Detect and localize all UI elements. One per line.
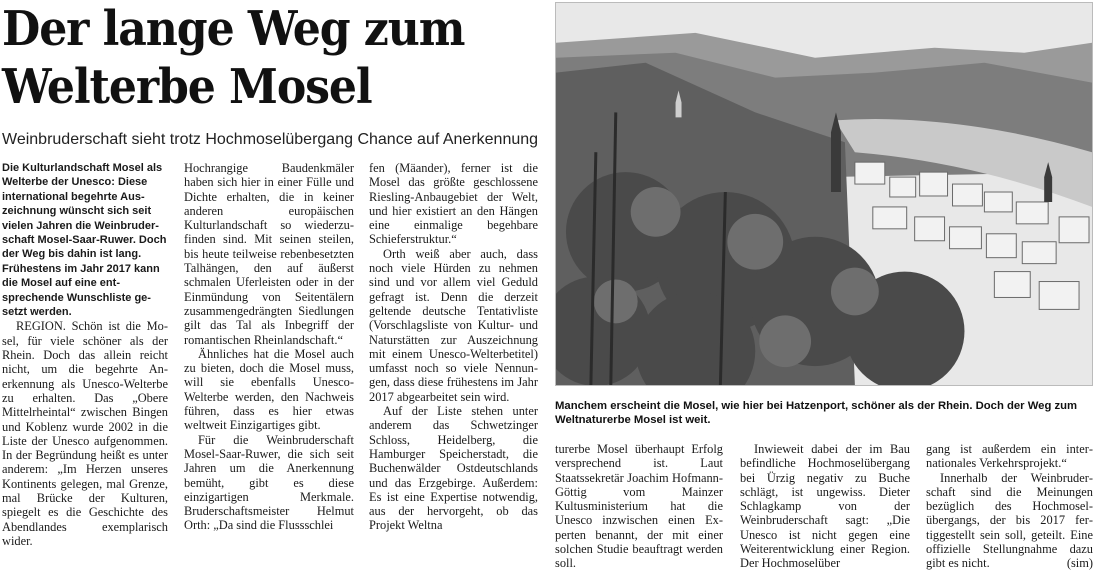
headline-line-2: Welterbe Mosel bbox=[2, 59, 372, 115]
body-paragraph: Für die Weinbruderschaft Mosel-Saar-Ruwer, die sich seit Jahren um die Anerkennung bemüht, gibt es diese einzigartigen Merkmale. Bruderschaftsmeister Helmut Orth: „Da sind die Flussschlei bbox=[184, 432, 354, 533]
body-paragraph: gang ist außerdem ein internationales Verkehrsprojekt.“ bbox=[926, 442, 1093, 471]
body-paragraph: fen (Mäander), ferner ist die Mosel das größte geschlossene Riesling-Anbaugebiet der Welt, und hier existiert an den Hängen eine einmalige begehbare Schieferstruktur.“ bbox=[369, 161, 538, 247]
body-paragraph: Auf der Liste stehen unter anderem das Schwetzinger Schloss, Heidelberg, die Hamburger Speicherstadt, die Buchenwälder Ostdeutschlands und das Erzgebirge. Außerdem: Es ist eine Expertise notwendig, aus der hervorgeht, ob das Projekt Weltna bbox=[369, 404, 538, 533]
body-paragraph bbox=[926, 471, 1093, 571]
column-4 bbox=[555, 442, 723, 571]
body-paragraph: Inwieweit dabei der im Bau befindliche Hochmoselübergang bei Ürzig negativ zu Buche schlägt, ist ungewiss. Dieter Schlagkamp von der Weinbruderschaft sagt: „Die Unesco ist nicht gegen eine Weiterentwicklung einer Region. Der Hochmoselüber bbox=[740, 442, 910, 571]
lead-paragraph: Die Kulturlandschaft Mosel als Welterbe der Unesco: Diese international begehrte Auszeichnung wünscht sich seit vielen Jahren die Weinbruderschaft Mosel-Saar-Ruwer. Doch der Weg bis dahin ist lang. Frühestens im Jahr 2017 kann die Mosel auf eine entsprechende Wunschliste gesetzt werden. bbox=[2, 162, 167, 319]
column-5 bbox=[740, 442, 910, 571]
column-1 bbox=[2, 161, 168, 548]
body-paragraph: Ähnliches hat die Mosel auch zu bieten, doch die Mosel muss, will sie ebenfalls Unesco-Welterbe werden, den Nachweis führen, dass es hier etwas weltweit Einzigartiges gibt. bbox=[184, 346, 354, 433]
body-paragraph: Hochrangige Baudenkmäler haben sich hier in einer Fülle und Dichte erhalten, die in keiner anderen europäischen Kulturlandschaft so wiederzufinden sind. Mit seinen steilen, bis heute teilweise rebenbesetzten Talhängen, den auf äußerst schmalen Uferleisten oder in der Einmündung von Seitentälern zusammengedrängten Siedlungen gilt das Tal als Inbegriff der romantischen Rheinlandschaft.“ bbox=[184, 161, 354, 347]
photo-caption: Manchem erscheint die Mosel, wie hier bei Hatzenport, schöner als der Rhein. Doch der Weg zum Weltnaturerbe Mosel ist weit. bbox=[555, 400, 1078, 426]
subheadline: Weinbruderschaft sieht trotz Hochmoselübergang Chance auf Anerkennung bbox=[2, 131, 539, 148]
body-paragraph: Orth weiß aber auch, dass noch viele Hürden zu nehmen sind und vor allem viel Geduld gefragt ist. Denn die derzeit geltende deutsche Tentativliste (Vorschlagsliste von Kultur- und Naturstätten zur Auszeichnung mit einem Unesco-Welterbetitel) umfasst noch so viele Nennungen, dass diese frühestens im Jahr 2017 abgearbeitet sein wird. bbox=[369, 246, 538, 404]
column-3 bbox=[369, 161, 538, 533]
vineyard-village-photo bbox=[555, 2, 1093, 386]
body-paragraph: REGION. Schön ist die Mosel, für viele schöner als der Rhein. Doch das allein reicht nicht, um die begehrte Anerkennung als Unesco-Welterbe zu erhalten. Das „Obere Mittelrheintal“ zwischen Bingen und Koblenz wurde 2002 in die Liste der Unesco aufgenommen. In der Begründung heißt es unter anderem: „Im Herzen unseres Kontinents gelegen, mal Grenze, mal Brücke der Kulturen, spiegelt es die Geschichte des Abendlandes exemplarisch wider. bbox=[2, 319, 168, 548]
headline bbox=[2, 0, 506, 116]
headline-line-1: Der lange Weg zum bbox=[2, 1, 465, 57]
body-text: Innerhalb der Weinbruderschaft sind die Meinungen bezüglich des Hochmoselübergangs, der bis 2017 fertiggestellt sein soll, geteilt. Eine offizielle Stellungnahme dazu gibt es nicht. bbox=[926, 470, 1093, 571]
author-signature: (sim) bbox=[1066, 556, 1093, 571]
column-2 bbox=[184, 161, 354, 533]
column-6 bbox=[926, 442, 1093, 571]
body-paragraph: turerbe Mosel überhaupt Erfolg versprechend ist. Laut Staatssekretär Joachim Hofmann-Göttig vom Mainzer Kultusministerium hat die Unesco inzwischen einen Experten benannt, der mit einer solchen Studie beauftragt werden soll. bbox=[555, 442, 723, 571]
